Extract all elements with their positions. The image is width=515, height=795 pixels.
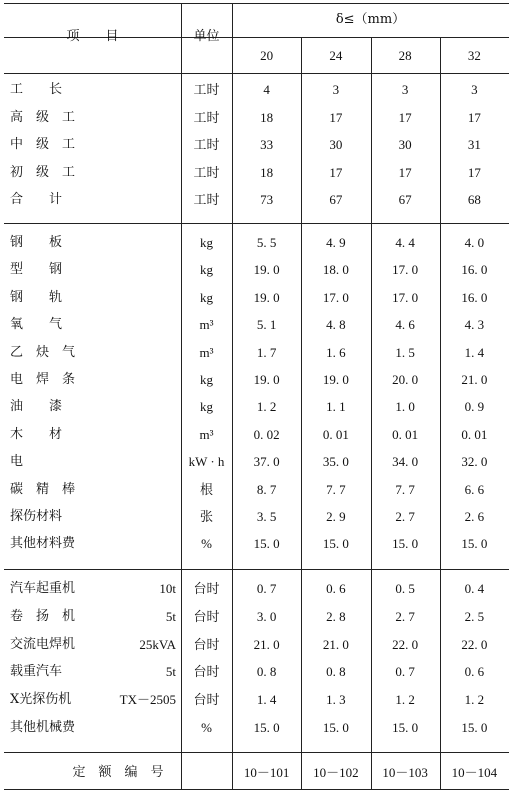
row-value: 0. 7 [256,581,277,596]
table-row [10,235,178,251]
row-unit: kg [200,235,213,250]
table-rule [4,569,509,570]
row-value: 2. 7 [395,608,415,624]
row-value: 1. 2 [464,692,485,708]
row-value: 20. 0 [392,372,419,387]
table-row [10,137,178,153]
row-item-spec: 5t [165,608,176,624]
row-value: 2. 8 [326,608,346,624]
row-value: 18 [260,109,274,125]
row-value: 1. 6 [326,344,346,360]
row-unit: 工时 [193,164,220,180]
row-value: 19. 0 [253,289,280,305]
row-value: 21. 0 [322,636,349,652]
row-unit: kW · h [188,454,225,470]
row-item-name: 其他机械费 [10,720,76,735]
row-value: 0. 8 [256,664,277,680]
row-value: 15. 0 [253,720,280,735]
row-unit: 工时 [193,192,220,207]
row-value: 0. 01 [461,426,488,442]
row-value: 15. 0 [322,536,349,552]
table-row [10,509,178,525]
table-row [10,345,178,361]
table-row [10,609,178,625]
row-unit: 张 [199,509,213,524]
row-unit: kg [200,262,213,278]
row-value: 17 [398,109,412,125]
row-value: 5. 1 [256,317,277,333]
table-rule [4,223,509,224]
table-row [10,82,178,98]
row-value: 0. 6 [326,581,346,596]
quota-number: 10－102 [313,765,359,780]
table-rule [4,752,509,753]
row-value: 15. 0 [253,536,280,552]
row-value: 31 [467,137,481,152]
table-row [10,581,178,597]
table-row [10,262,178,278]
row-item-spec [176,110,178,126]
quota-number: 10－101 [243,765,290,780]
row-value: 34. 0 [392,454,419,470]
row-value: 15. 0 [392,720,419,735]
row-item-name: 中 级 工 [10,137,76,152]
row-value: 3. 0 [256,608,277,624]
row-value: 17 [329,109,343,125]
unit-header: 单位 [193,29,220,44]
row-value: 0. 02 [253,426,280,442]
row-value: 1. 5 [395,344,415,360]
row-item-spec [176,317,178,333]
row-value: 0. 4 [464,581,485,596]
row-value: 4. 0 [464,235,485,250]
row-value: 7. 7 [395,481,415,497]
row-item-name: 初 级 工 [10,164,76,180]
row-item-name: 工 长 [10,82,63,97]
row-value: 0. 9 [464,399,485,415]
row-value: 2. 7 [395,509,415,524]
row-unit: 台时 [193,636,220,652]
row-item-spec [176,137,178,153]
row-value: 0. 8 [326,664,346,680]
row-item-name: 木 材 [10,426,63,442]
row-value: 17 [467,109,481,125]
row-value: 17 [467,164,481,180]
row-item-spec [176,536,178,552]
row-value: 15. 0 [322,720,349,735]
row-value: 0. 01 [392,426,419,442]
row-value: 18. 0 [322,262,349,278]
quota-number-label: 定 额 编 号 [72,765,164,780]
row-item-spec [176,399,178,415]
column-header: 24 [329,48,343,63]
table-row [10,317,178,333]
table-rule [4,789,509,790]
row-unit: 工时 [193,109,220,125]
row-value: 30 [329,137,343,152]
row-value: 1. 7 [256,344,277,360]
row-value: 2. 9 [326,509,346,524]
row-item-name: 油 漆 [10,399,63,415]
row-value: 2. 6 [464,509,485,524]
row-value: 37. 0 [253,454,280,470]
row-item-spec [176,192,178,208]
row-value: 4. 3 [464,317,485,333]
table-row [10,720,178,736]
row-item-spec [176,345,178,361]
table-row [10,664,178,680]
row-value: 16. 0 [461,289,488,305]
row-value: 6. 6 [464,481,485,497]
column-header: 28 [398,48,412,63]
row-item-name: 汽车起重机 [10,581,76,596]
row-value: 4 [263,82,270,97]
row-value: 0. 5 [395,581,415,596]
row-item-spec [176,290,178,306]
quota-number: 10－104 [451,765,498,780]
row-value: 15. 0 [461,720,488,735]
row-value: 19. 0 [322,372,349,387]
row-unit: 台时 [193,608,220,624]
column-header: 20 [260,48,274,63]
row-value: 22. 0 [461,636,488,652]
table-row [10,692,178,708]
row-item-name: 合 计 [10,192,63,207]
row-item-name: 卷 扬 机 [10,608,76,624]
row-value: 3 [471,82,478,97]
row-item-spec: 10t [159,581,176,596]
row-unit: 台时 [193,664,220,680]
row-value: 35. 0 [322,454,349,470]
row-value: 1. 2 [256,399,277,415]
row-item-name: 电 [10,454,24,470]
row-value: 17. 0 [392,262,419,278]
row-item-spec [176,372,178,388]
row-value: 1. 0 [395,399,415,415]
row-value: 1. 2 [395,692,415,708]
row-value: 8. 7 [256,481,277,497]
row-value: 5. 5 [256,235,277,250]
row-item-spec [176,454,178,470]
row-value: 18 [260,164,274,180]
row-value: 33 [260,137,274,152]
row-unit: m³ [199,426,214,442]
row-value: 1. 4 [256,692,277,708]
row-item-name: 型 钢 [10,262,63,278]
row-item-name: 钢 板 [10,235,63,250]
table-row [10,110,178,126]
row-value: 21. 0 [253,636,280,652]
row-value: 4. 4 [395,235,415,250]
table-row [10,372,178,388]
row-item-spec [176,165,178,181]
row-unit: % [201,536,212,552]
row-value: 30 [398,137,412,152]
row-unit: m³ [199,344,214,360]
row-unit: 工时 [193,137,220,152]
row-value: 73 [260,192,274,207]
row-item-spec [176,262,178,278]
row-value: 15. 0 [461,536,488,552]
row-value: 0. 7 [395,664,415,680]
row-item-spec [176,509,178,525]
row-unit: m³ [199,317,214,333]
row-item-name: 碳 精 棒 [10,481,76,497]
row-item-name: 载重汽车 [10,664,63,680]
row-item-spec: 25kVA [139,636,176,652]
row-unit: % [201,720,212,735]
row-unit: 根 [199,481,213,497]
row-value: 17 [398,164,412,180]
row-item-name: 其他材料费 [10,536,76,552]
table-row [10,536,178,552]
row-value: 0. 01 [322,426,349,442]
row-item-spec [176,235,178,251]
table-row [10,165,178,181]
row-value: 4. 8 [326,317,346,333]
row-item-spec [176,427,178,443]
row-unit: 台时 [193,581,220,596]
row-item-name: 交流电焊机 [10,636,76,652]
row-value: 1. 4 [464,344,485,360]
row-item-name: 钢 轨 [10,289,63,305]
table-row [10,427,178,443]
row-unit: kg [200,289,213,305]
table-rule [4,3,509,4]
row-item-name: 氧 气 [10,317,63,333]
table-rule [4,73,509,74]
item-header: 项 目 [66,29,119,44]
row-value: 32. 0 [461,454,488,470]
row-item-spec [176,82,178,98]
row-value: 0. 6 [464,664,485,680]
row-value: 22. 0 [392,636,419,652]
row-value: 1. 3 [326,692,346,708]
thickness-header: δ≤（mm） [335,12,406,27]
row-item-spec: 5t [165,664,176,680]
row-item-spec [176,720,178,736]
row-value: 15. 0 [392,536,419,552]
quota-number: 10－103 [382,765,428,780]
row-item-spec: TX－2505 [119,692,176,708]
row-value: 7. 7 [326,481,346,497]
row-value: 17. 0 [392,289,419,305]
row-value: 16. 0 [461,262,488,278]
column-header: 32 [467,48,481,63]
row-value: 17 [329,164,343,180]
table-row [10,482,178,498]
row-unit: kg [200,372,213,387]
row-item-spec [176,482,178,498]
row-value: 19. 0 [253,372,280,387]
row-item-name: 探伤材料 [10,509,63,524]
row-unit: 工时 [193,82,220,97]
row-value: 17. 0 [322,289,349,305]
row-unit: 台时 [193,692,220,708]
row-item-name: X光探伤机 [10,692,72,708]
row-value: 4. 9 [326,235,346,250]
row-value: 21. 0 [461,372,488,387]
row-value: 3 [332,82,340,97]
row-value: 4. 6 [395,317,415,333]
table-row [10,637,178,653]
row-value: 2. 5 [464,608,485,624]
row-item-name: 高 级 工 [10,109,76,125]
row-value: 19. 0 [253,262,280,278]
row-value: 68 [467,192,481,207]
row-item-name: 乙 炔 气 [10,344,76,360]
row-value: 67 [329,192,343,207]
row-unit: kg [200,399,213,415]
table-row [10,192,178,208]
row-value: 67 [398,192,412,207]
table-row [10,399,178,415]
table-row [10,290,178,306]
table-row [10,454,178,470]
quota-table [4,3,509,790]
row-item-name: 电 焊 条 [10,372,76,387]
row-value: 1. 1 [326,399,346,415]
row-value: 3 [401,82,409,97]
row-value: 3. 5 [256,509,277,524]
